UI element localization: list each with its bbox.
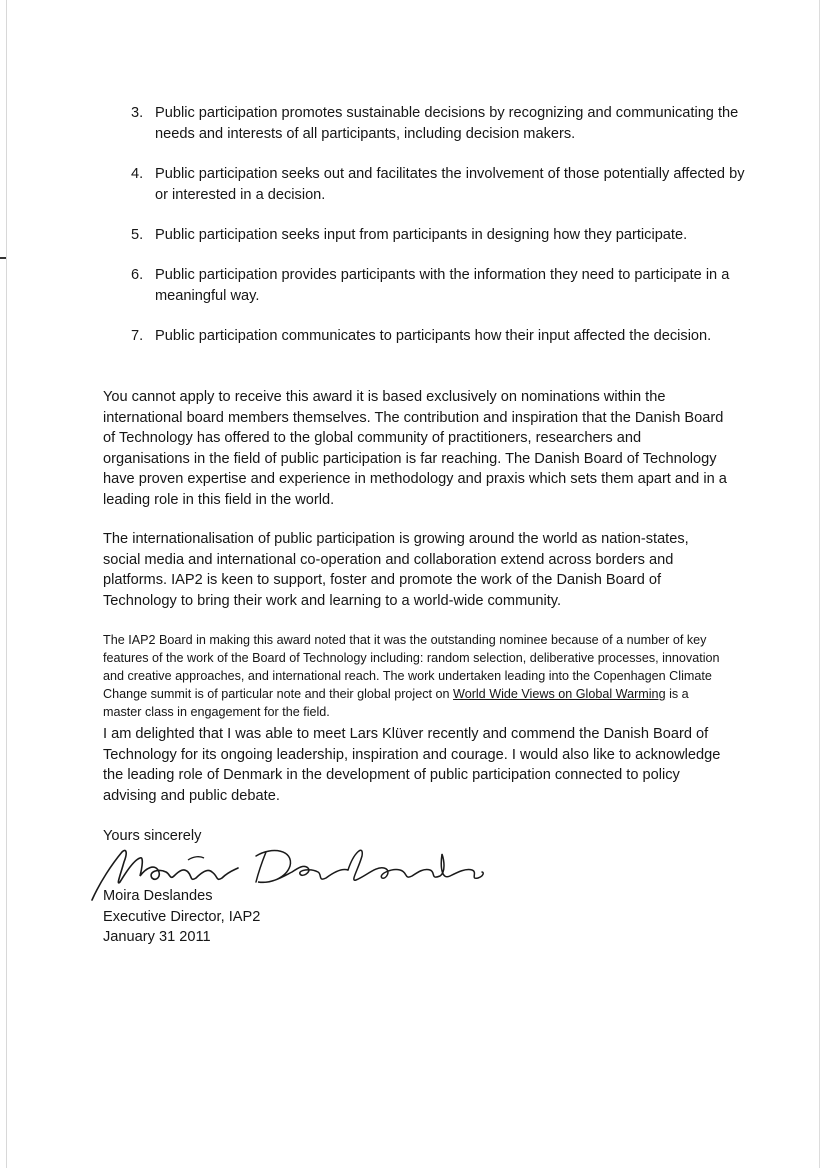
signature-block bbox=[103, 886, 260, 948]
award-paragraph: You cannot apply to receive this award it is based exclusively on nominations within the international board members themselves. The contribution and inspiration that the Danish Board of Technology has offered to the global community of practitioners, researchers and organisations in the field of public participation is far reaching. The Danish Board of Technology have proven expertise and experience in methodology and praxis which sets them apart and in a leading role in this field in the world. bbox=[103, 389, 727, 508]
letter-date: January 31 2011 bbox=[103, 929, 211, 945]
list-item-text: Public participation seeks out and facilitates the involvement of those potentially affected by or interested in a decision. bbox=[155, 166, 745, 203]
list-item-text: Public participation communicates to participants how their input affected the decision. bbox=[155, 328, 712, 344]
internationalisation-paragraph: The internationalisation of public participation is growing around the world as nation-states, social media and international co-operation and collaboration extend across borders and platforms. IAP2 is keen to support, foster and promote the work of the Danish Board of Technology to bring their work and learning to a world-wide community. bbox=[103, 531, 689, 609]
list-item-text: Public participation provides participants with the information they need to participate in a meaningful way. bbox=[155, 267, 730, 304]
list-item-text: Public participation promotes sustainable decisions by recognizing and communicating the needs and interests of all participants, including decision makers. bbox=[155, 105, 739, 142]
board-note-paragraph bbox=[103, 631, 728, 721]
list-item-number: 3. bbox=[131, 105, 144, 121]
board-note-text-end: is a master class in engagement for the field. bbox=[103, 687, 689, 719]
list-item-number: 4. bbox=[131, 166, 144, 182]
scan-edge-left bbox=[6, 0, 7, 1168]
list-item-text: Public participation seeks input from participants in designing how they participate. bbox=[155, 227, 688, 243]
salutation: Yours sincerely bbox=[103, 828, 202, 844]
scan-margin-mark bbox=[0, 257, 6, 259]
list-item-number: 5. bbox=[131, 227, 144, 243]
scan-edge-right bbox=[819, 0, 820, 1168]
board-note-text: The IAP2 Board in making this award noted that it was the outstanding nominee because of a number of key features of the work of the Board of Technology including: random selection, deliberative processes, innovation and creative approaches, and international reach. The work undertaken leading into the Copenhagen Climate Change summit is of particular note and their global project on bbox=[103, 633, 720, 701]
list-item-number: 7. bbox=[131, 328, 144, 344]
list-item-number: 6. bbox=[131, 267, 144, 283]
world-wide-views-link[interactable]: World Wide Views on Global Warming bbox=[453, 687, 666, 701]
signatory-title: Executive Director, IAP2 bbox=[103, 908, 261, 925]
delighted-paragraph: I am delighted that I was able to meet Lars Klüver recently and commend the Danish Board of Technology for its ongoing leadership, inspiration and courage. I would also like to acknowledge the leading role of Denmark in the development of public participation connected to policy advising and public debate. bbox=[103, 726, 721, 804]
signatory-name: Moira Deslandes bbox=[103, 888, 213, 904]
